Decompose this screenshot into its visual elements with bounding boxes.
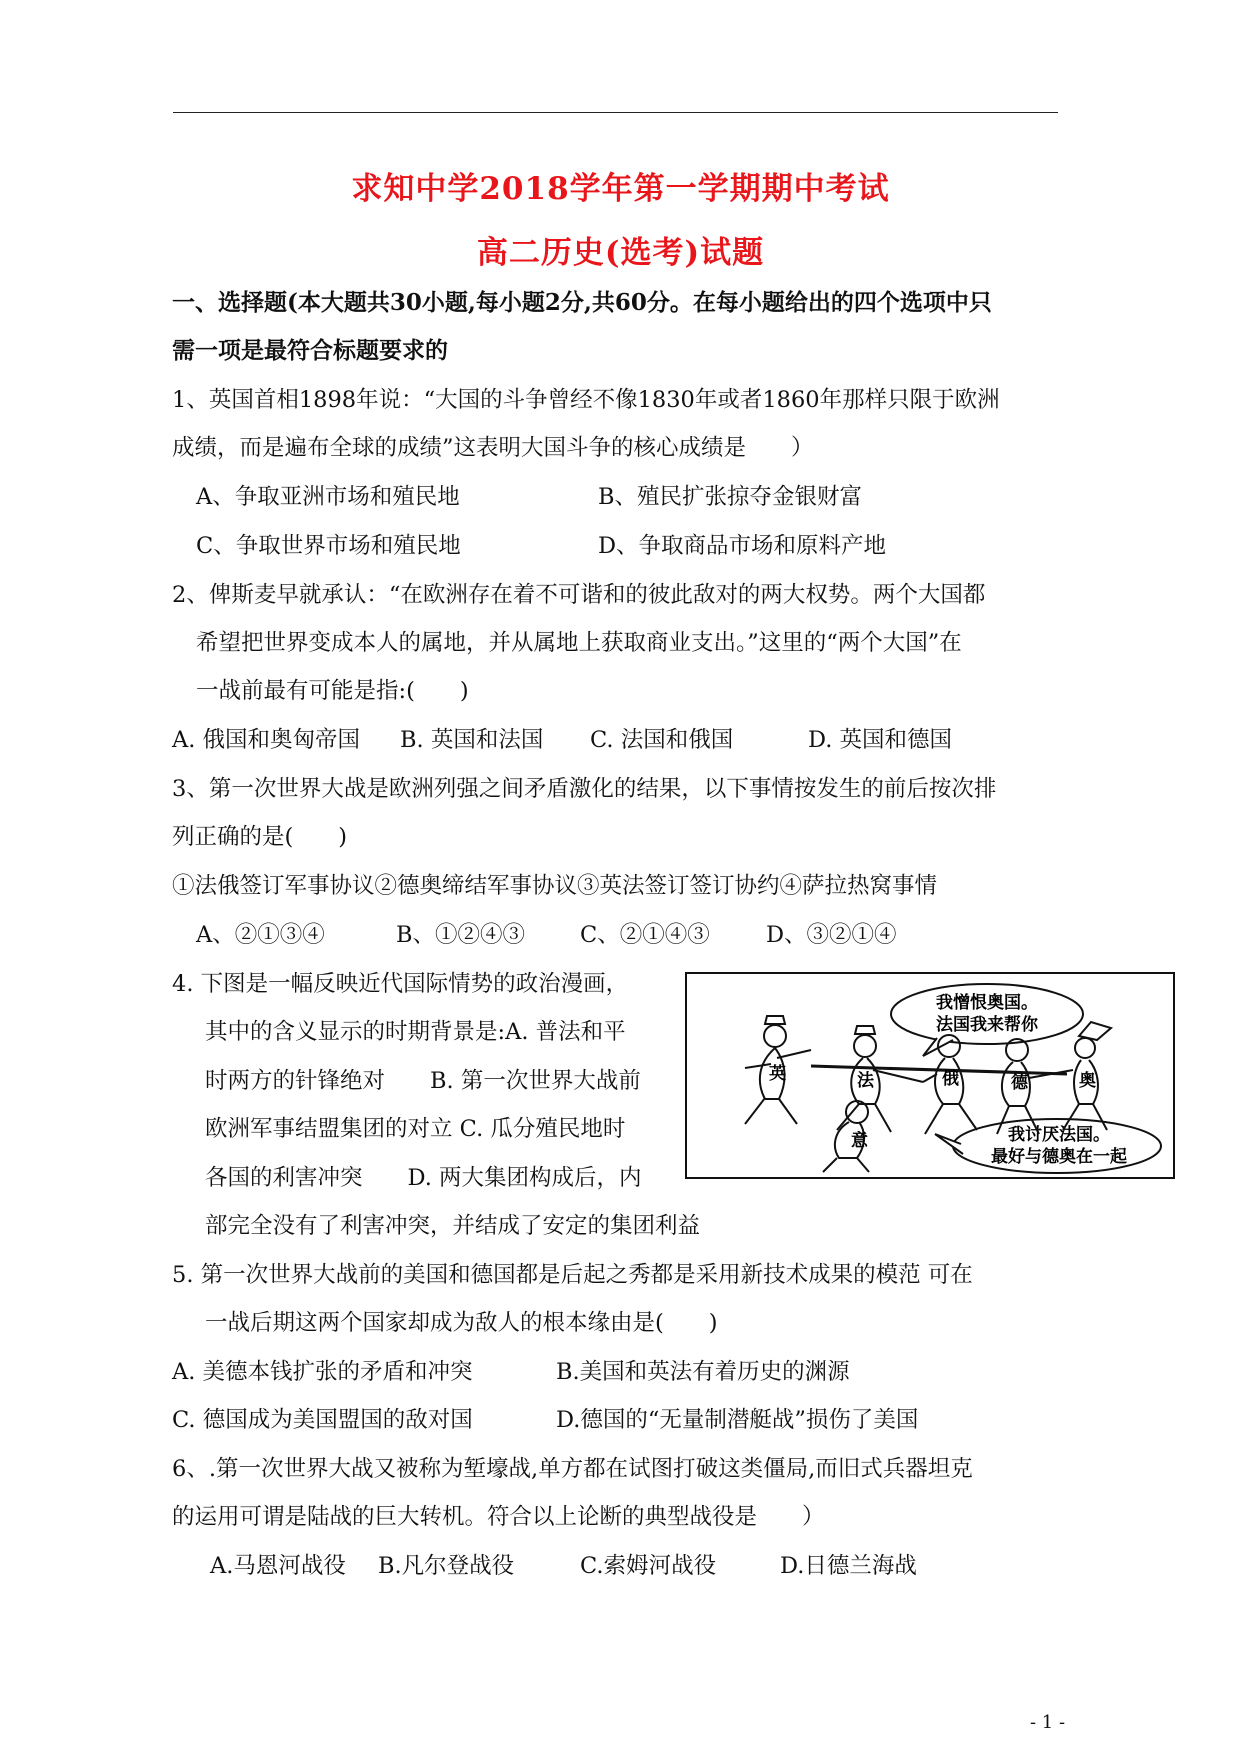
q4-line1: 4. 下图是一幅反映近代国际情势的政治漫画， bbox=[172, 971, 629, 997]
q6-option-c: C.索姆河战役 bbox=[580, 1553, 717, 1579]
q5-option-a: A. 美德本钱扩张的矛盾和冲突 bbox=[172, 1359, 473, 1385]
q6-line2: 的运用可谓是陆战的巨大转机。符合以上论断的典型战役是 ） bbox=[172, 1504, 825, 1530]
label-austria: 奥 bbox=[1079, 1071, 1096, 1091]
q6-option-b: B.凡尔登战役 bbox=[378, 1553, 515, 1579]
q4-line3: 时两方的针锋绝对 B. 第一次世界大战前 bbox=[205, 1068, 641, 1094]
q2-line1: 2、俾斯麦早就承认：“在欧洲存在着不可谐和的彼此敌对的两大权势。两个大国都 bbox=[172, 582, 986, 608]
header-rule bbox=[173, 112, 1058, 113]
q1-option-b: B、殖民扩张掠夺金银财富 bbox=[598, 484, 863, 510]
political-cartoon bbox=[685, 972, 1175, 1179]
q3-option-d: D、③②①④ bbox=[766, 922, 897, 948]
q6-option-a: A.马恩河战役 bbox=[210, 1553, 346, 1579]
q3-option-b: B、①②④③ bbox=[396, 922, 526, 948]
q6-option-d: D.日德兰海战 bbox=[780, 1553, 917, 1579]
q1-option-c: C、争取世界市场和殖民地 bbox=[196, 533, 461, 559]
q3-option-a: A、②①③④ bbox=[196, 922, 325, 948]
label-russia: 俄 bbox=[942, 1069, 959, 1089]
q1-line1: 1、英国首相1898年说：“大国的斗争曾经不像1830年或者1860年那样只限于欧洲 bbox=[172, 387, 1000, 413]
q5-option-c: C. 德国成为美国盟国的敌对国 bbox=[172, 1407, 473, 1433]
q4-line6: 部完全没有了利害冲突，并结成了安定的集团利益 bbox=[205, 1213, 701, 1239]
q2-line3: 一战前最有可能是指:( ) bbox=[196, 678, 469, 704]
q2-option-c: C. 法国和俄国 bbox=[590, 727, 734, 753]
q2-option-a: A. 俄国和奥匈帝国 bbox=[172, 727, 361, 753]
bubble-bottom-line2: 最好与德奥在一起 bbox=[991, 1147, 1127, 1167]
q4-line2: 其中的含义显示的时期背景是:A. 普法和平 bbox=[205, 1019, 626, 1045]
q1-line2: 成绩，而是遍布全球的成绩”这表明大国斗争的核心成绩是 ） bbox=[172, 435, 814, 461]
q3-line1: 3、第一次世界大战是欧洲列强之间矛盾激化的结果，以下事情按发生的前后按次排 bbox=[172, 776, 997, 802]
q5-line1: 5. 第一次世界大战前的美国和德国都是后起之秀都是采用新技术成果的模范 可在 bbox=[172, 1262, 973, 1288]
bubble-top-line1: 我憎恨奥国。 bbox=[936, 993, 1038, 1013]
political-cartoon-illustration bbox=[687, 974, 1173, 1177]
q5-line2: 一战后期这两个国家却成为敌人的根本缘由是( ) bbox=[205, 1310, 718, 1336]
q2-line2: 希望把世界变成本人的属地，并从属地上获取商业支出。”这里的“两个大国”在 bbox=[196, 630, 962, 656]
page-number: - 1 - bbox=[1030, 1712, 1066, 1733]
label-england: 英 bbox=[769, 1064, 786, 1084]
section-heading-line2: 需一项是最符合标题要求的 bbox=[172, 337, 448, 364]
label-germany: 德 bbox=[1011, 1073, 1028, 1093]
q4-line4: 欧洲军事结盟集团的对立 C. 瓜分殖民地时 bbox=[205, 1116, 626, 1142]
q2-option-d: D. 英国和德国 bbox=[808, 727, 953, 753]
label-italy: 意 bbox=[851, 1131, 868, 1151]
q4-line5: 各国的利害冲突 D. 两大集团构成后，内 bbox=[205, 1165, 642, 1191]
q6-line1: 6、.第一次世界大战又被称为堑壕战,单方都在试图打破这类僵局,而旧式兵器坦克 bbox=[172, 1456, 973, 1482]
section-heading-line1: 一、选择题(本大题共30小题,每小题2分,共60分。在每小题给出的四个选项中只 bbox=[172, 289, 992, 316]
q5-option-d: D.德国的“无量制潜艇战”损伤了美国 bbox=[556, 1407, 919, 1433]
exam-title: 求知中学2018学年第一学期期中考试 bbox=[351, 171, 890, 207]
q5-option-b: B.美国和英法有着历史的渊源 bbox=[556, 1359, 850, 1385]
bubble-top-line2: 法国我来帮你 bbox=[936, 1015, 1038, 1035]
q3-line3: ①法俄签订军事协议②德奥缔结军事协议③英法签订签订协约④萨拉热窝事情 bbox=[172, 873, 938, 899]
q1-option-a: A、争取亚洲市场和殖民地 bbox=[196, 484, 460, 510]
label-france: 法 bbox=[857, 1071, 874, 1091]
q1-option-d: D、争取商品市场和原料产地 bbox=[598, 533, 887, 559]
exam-subtitle: 高二历史(选考)试题 bbox=[476, 235, 765, 271]
q3-line2: 列正确的是( ) bbox=[172, 824, 348, 850]
q3-option-c: C、②①④③ bbox=[580, 922, 710, 948]
q2-option-b: B. 英国和法国 bbox=[400, 727, 544, 753]
bubble-bottom-line1: 我讨厌法国。 bbox=[1008, 1125, 1110, 1145]
